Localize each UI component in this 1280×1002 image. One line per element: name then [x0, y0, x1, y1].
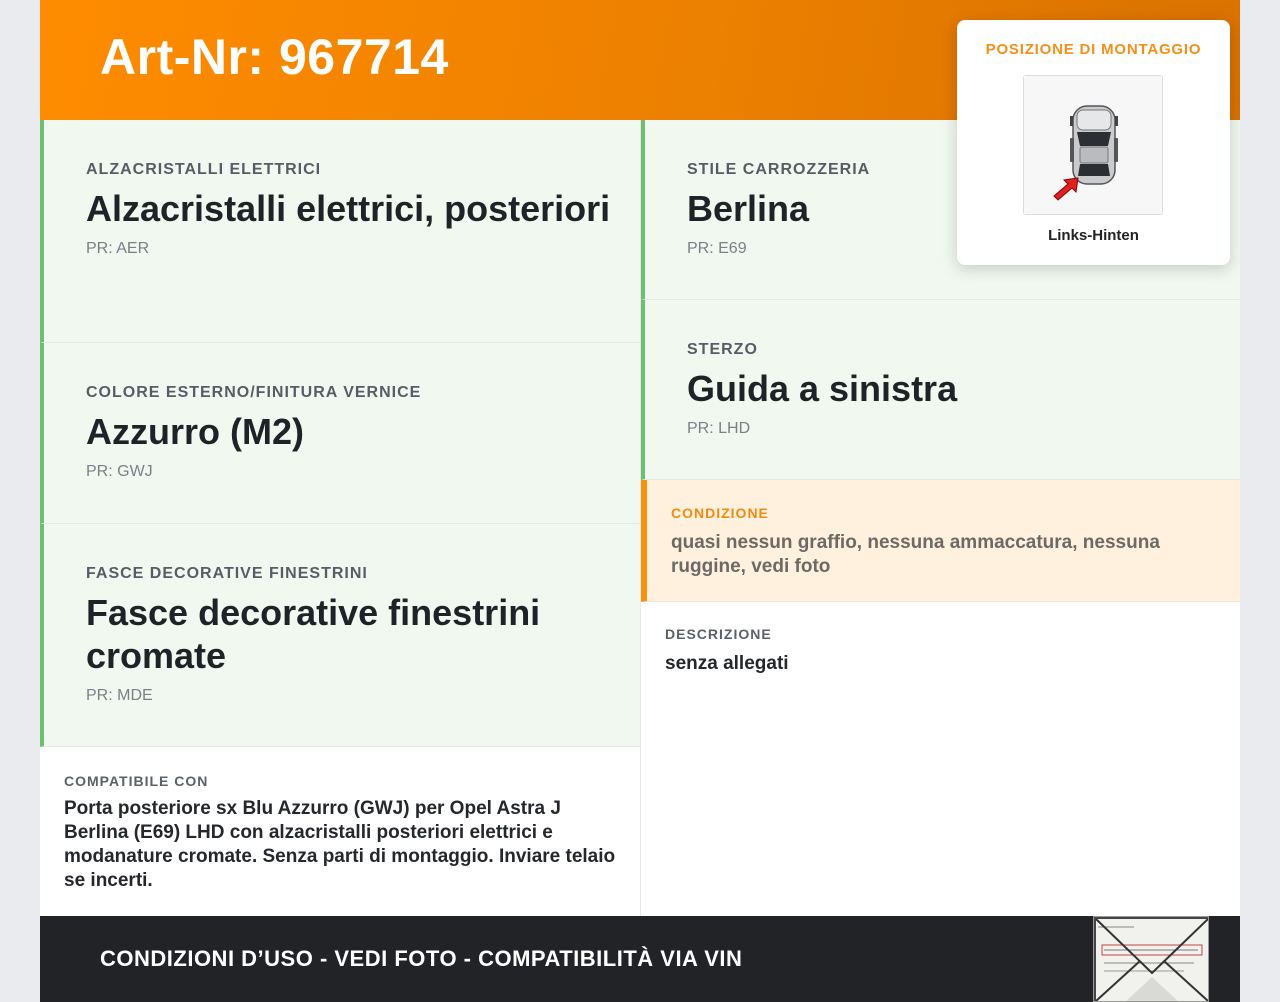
feature-pr-code: PR: MDE [86, 687, 153, 704]
feature-card-window-lifters [40, 120, 640, 343]
article-number-title: Art-Nr: 967714 [100, 29, 449, 85]
feature-pr-code: PR: GWJ [86, 463, 153, 480]
car-top-view-icon [1024, 76, 1162, 214]
description-text: senza allegati [665, 653, 789, 674]
feature-pr-code: PR: LHD [687, 420, 751, 437]
feature-value: Guida a sinistra [687, 368, 958, 409]
left-column [40, 120, 640, 917]
condition-label: CONDIZIONE [671, 505, 769, 521]
feature-card-paint-color [40, 343, 640, 524]
mounting-position-card [957, 20, 1230, 265]
mounting-position-caption: Links-Hinten [1048, 227, 1139, 244]
feature-label: ALZACRISTALLI ELETTRICI [86, 161, 322, 178]
car-diagram-frame[interactable] [1023, 75, 1163, 215]
feature-value: Azzurro (M2) [86, 411, 304, 452]
description-label: DESCRIZIONE [665, 626, 772, 642]
feature-pr-code: PR: E69 [687, 240, 747, 257]
compatibility-text: Porta posteriore sx Blu Azzurro (GWJ) per Opel Astra J Berlina (E69) LHD con alzacristalli posteriori elettrici e modanature cromate. Senza parti di montaggio. Inviare telaio se incerti. [64, 798, 616, 891]
feature-label: STILE CARROZZERIA [687, 161, 871, 178]
mounting-position-title: POSIZIONE DI MONTAGGIO [985, 41, 1202, 58]
footer-bar [40, 916, 1240, 1002]
feature-label: FASCE DECORATIVE FINESTRINI [86, 565, 368, 582]
compatibility-section [40, 747, 640, 917]
compatibility-label: COMPATIBILE CON [64, 773, 209, 789]
feature-value: Fasce decorative finestrini cromate [86, 592, 541, 676]
feature-card-steering [641, 300, 1240, 480]
feature-label: STERZO [687, 341, 758, 358]
vehicle-document-thumbnail[interactable] [1093, 916, 1209, 1002]
description-section [641, 602, 1240, 676]
feature-pr-code: PR: AER [86, 240, 150, 257]
condition-section [641, 480, 1240, 602]
listing-sheet [40, 0, 1240, 1002]
document-stamp-icon [1094, 917, 1209, 1002]
footer-text: CONDIZIONI D’USO - VEDI FOTO - COMPATIBILITÀ VIA VIN [100, 946, 743, 971]
feature-label: COLORE ESTERNO/FINITURA VERNICE [86, 384, 422, 401]
condition-text: quasi nessun graffio, nessuna ammaccatura, nessuna ruggine, vedi foto [671, 532, 1160, 577]
feature-value: Berlina [687, 188, 810, 229]
feature-value: Alzacristalli elettrici, posteriori [86, 188, 611, 229]
feature-card-window-trim [40, 524, 640, 747]
